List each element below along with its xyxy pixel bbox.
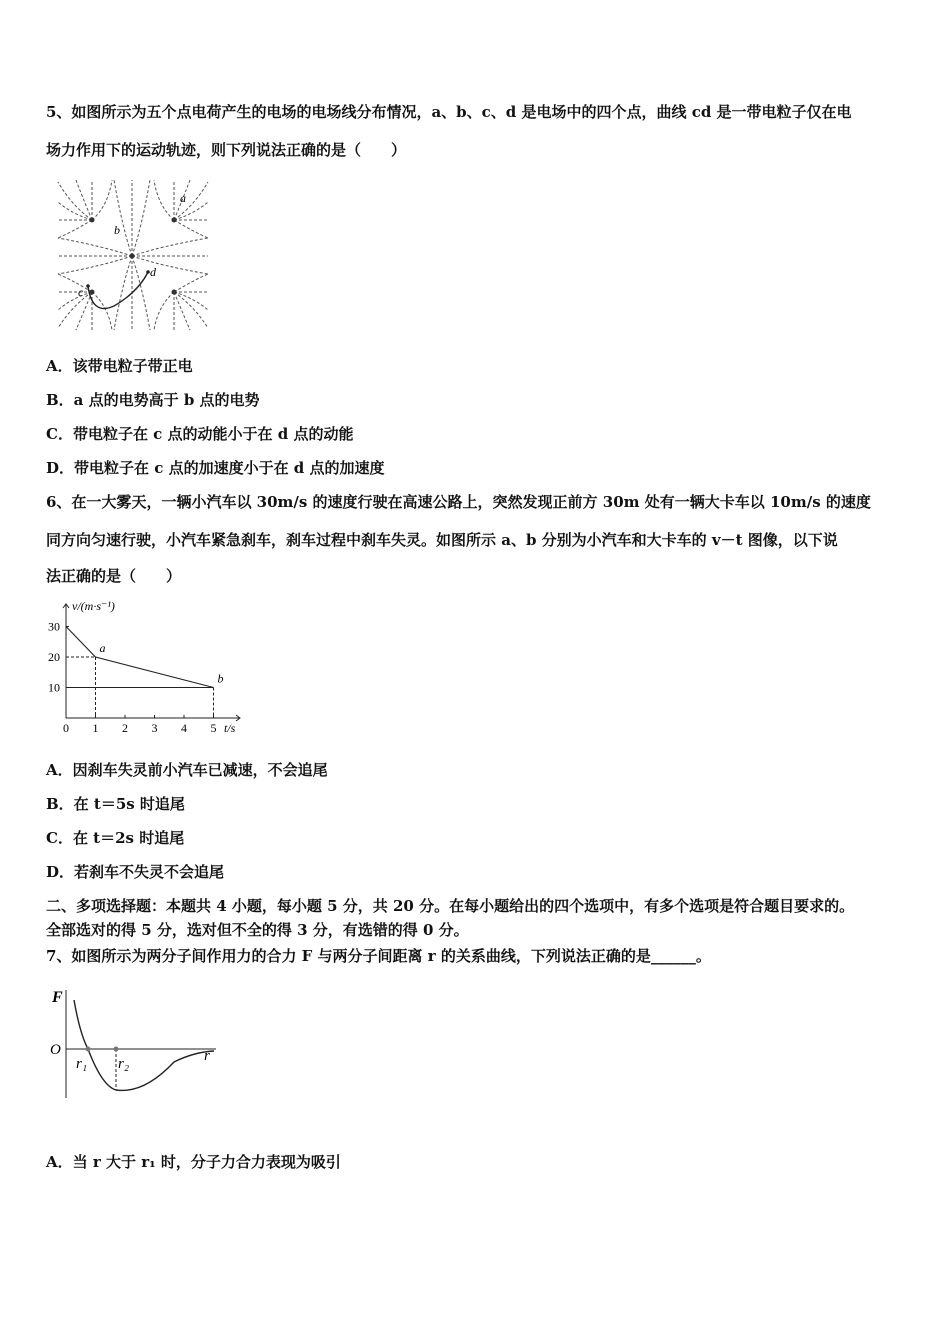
vt-chart: [40, 596, 250, 738]
q6-option-d: D．若刹车不失灵不会追尾: [46, 863, 225, 881]
q6-option-a: A．因刹车失灵前小汽车已减速，不会追尾: [46, 761, 328, 779]
x-tick-label: 4: [181, 721, 187, 735]
fig7-label-F: F: [52, 989, 63, 1006]
q6-option-c: C．在 t＝2s 时追尾: [46, 829, 185, 847]
fig5-label-d: d: [150, 265, 156, 279]
electric-field-figure: [52, 176, 214, 334]
fig5-label-c: c: [78, 285, 84, 299]
q5-option-c: C．带电粒子在 c 点的动能小于在 d 点的动能: [46, 425, 354, 443]
y-tick-label: 20: [48, 650, 60, 664]
q5-stem-line1: 5、如图所示为五个点电荷产生的电场的电场线分布情况，a、b、c、d 是电场中的四个点，曲线 cd 是一带电粒子仅在电: [46, 103, 852, 121]
q6-stem-line1: 6、在一大雾天，一辆小汽车以 30m/s 的速度行驶在高速公路上，突然发现正前方 30m 处有一辆大卡车以 10m/s 的速度: [46, 493, 871, 511]
fig7-label-O: O: [50, 1042, 61, 1058]
fig7-label-r1: r₁: [76, 1056, 88, 1072]
x-tick-label: 2: [122, 721, 128, 735]
fig5-label-b: b: [114, 223, 120, 237]
molecular-force-figure: [44, 986, 222, 1102]
x-axis-label: t/s: [224, 721, 236, 735]
q7-stem: 7、如图所示为两分子间作用力的合力 F 与两分子间距离 r 的关系曲线，下列说法正确的是______。: [46, 947, 711, 965]
q6-option-b: B．在 t＝5s 时追尾: [46, 795, 185, 813]
fig7-label-r: r: [204, 1048, 210, 1064]
q5-option-a: A．该带电粒子带正电: [46, 357, 193, 375]
q5-option-d: D．带电粒子在 c 点的加速度小于在 d 点的加速度: [46, 459, 385, 477]
q6-stem-line2: 同方向匀速行驶，小汽车紧急刹车，刹车过程中刹车失灵。如图所示 a、b 分别为小汽车和大卡车的 v－t 图像，以下说: [46, 531, 838, 549]
fig5-label-a: a: [180, 191, 186, 205]
y-axis-label: v/(m·s⁻¹): [72, 599, 115, 613]
y-tick-label: 30: [48, 619, 60, 634]
fig7-label-r2: r₂: [118, 1056, 130, 1072]
x-tick-label: 5: [210, 721, 217, 735]
q7-option-a: A．当 r 大于 r₁ 时，分子力合力表现为吸引: [46, 1153, 341, 1171]
x-tick-label: 0: [63, 721, 69, 735]
point-label-b: b: [217, 671, 224, 686]
section2-heading-line1: 二、多项选择题：本题共 4 小题，每小题 5 分，共 20 分。在每小题给出的四个选项中，有多个选项是符合题目要求的。: [46, 897, 855, 915]
y-tick-label: 10: [48, 680, 60, 695]
x-tick-label: 1: [92, 721, 99, 735]
q5-option-b: B．a 点的电势高于 b 点的电势: [46, 391, 260, 409]
q6-stem-line3: 法正确的是（ ）: [46, 567, 182, 585]
q5-stem-line2: 场力作用下的运动轨迹，则下列说法正确的是（ ）: [46, 141, 407, 159]
section2-heading-line2: 全部选对的得 5 分，选对但不全的得 3 分，有选错的得 0 分。: [46, 921, 469, 939]
point-label-a: a: [99, 641, 106, 655]
x-tick-label: 3: [151, 721, 158, 735]
